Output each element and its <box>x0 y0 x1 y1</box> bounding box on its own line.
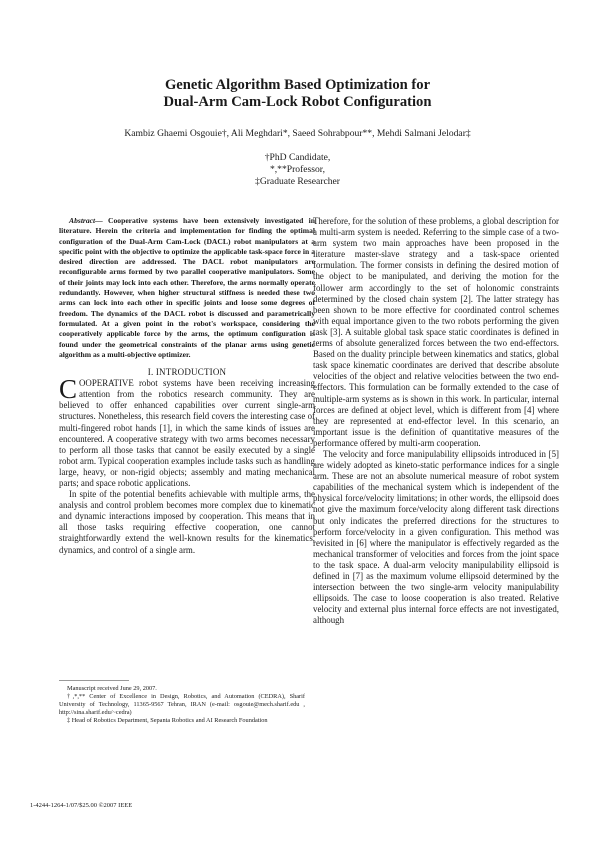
right-paragraph-2: The velocity and force manipulability ellipsoids introduced in [5] are widely adopted as kineto-static performance indices for a single arm. These are not an absolute numerical measure of robot system capabilities of the mechanical system which is independent of the physical force/velocity limitations; in other words, the ellipsoid does not give the maximum force/velocity along different task directions but only indicates the preferred directions for the structures to perform force/velocity in a given configuration. This method was revisited in [6] where the manipulator is effectively regarded as the mechanical transformer of velocities and forces from the joint space to the task space. A dual-arm velocity manipulability ellipsoid is defined in [7] as the maximum volume ellipsoid determined by the intersection between the two single-arm velocity manipulability ellipsoids. The case to loose cooperation is also treated. Relative velocity and external plus internal force effects are not investigated, although <box>313 448 559 626</box>
intro-paragraph-2: In spite of the potential benefits achievable with multiple arms, the analysis and control problem becomes more complex due to kinematic and dynamic interactions imposed by cooperation. This means that in all those tasks requiring effective cooperation, one cannot straightforwardly extend the well-known results for the kinematics, dynamics, and control of a single arm. <box>59 489 315 555</box>
title-line-2: Dual-Arm Cam-Lock Robot Configuration <box>163 94 432 110</box>
copyright-notice: 1-4244-1264-1/07/$25.00 ©2007 IEEE <box>30 802 133 809</box>
abstract-lead: Abstract— <box>69 216 103 225</box>
right-paragraph-1: Therefore, for the solution of these problems, a global description for a multi-arm system is needed. Referring to the simple case of a two-arm system two main approaches have been proposed in the literature master-slave strategy and a task-space oriented formulation. The former consists in defining the desired motion of the object to be manipulated, and deriving the motion for the follower arm accordingly to the set of holonomic constraints determined by the closed chain system [2]. The latter strategy has been shown to be more effective for coordinated control schemes with equal importance given to the two robots performing the given task [3]. A suitable global task space static coordinates is defined in terms of absolute generalized forces between the two end-effectors. Based on the duality principle between kinematics and statics, global task space kinematic coordinates are derived that describe absolute velocities of the object and relative velocities between the two end-effectors. This formulation can be formally extended to the case of multiple-arm systems as is shown in this work. In particular, internal forces are defined at object level, which is different from [4] where they are represented at end-effector level. In this scenario, an important issue is the definition of quantitative measures of the performance offered by multi-arm cooperation. <box>313 216 559 448</box>
footnote: †,*,** Center of Excellence in Design, Robotics, and Automation (CEDRA), Sharif University of Technology, 11365-9567 Tehran, IRAN (e-mail: osgouie@mech.sharif.edu , http://sina.sharif.edu/~cedra) <box>59 693 305 717</box>
footnote-divider <box>59 680 129 681</box>
section-heading-introduction: I. INTRODUCTION <box>147 367 227 378</box>
right-column <box>313 216 559 626</box>
author-roles <box>40 152 555 188</box>
abstract <box>59 216 315 360</box>
footnotes <box>59 685 305 725</box>
footnote: ‡ Head of Robotics Department, Sepanta Robotics and AI Research Foundation <box>67 717 268 725</box>
role-line: *,**Professor, <box>269 164 326 175</box>
left-column <box>59 216 315 556</box>
intro-paragraph-1 <box>59 374 315 489</box>
drop-cap: C <box>59 374 78 405</box>
title-line-1: Genetic Algorithm Based Optimization for <box>164 77 431 93</box>
paper-title <box>40 77 555 111</box>
role-line: ‡Graduate Researcher <box>255 176 340 187</box>
abstract-body: Cooperative systems have been extensively investigated in literature. Herein the criteria and implementation for finding the optimal configuration of the Dual-Arm Cam-Lock (DACL) robot manipulators at a specific point with the objective to optimize the applicable task-space force in a desired direction are addressed. The DACL robot manipulators are reconfigurable arms formed by two parallel cooperative manipulators. Some of their joints may lock into each other. Therefore, the arms normally operate redundantly. However, when higher structural stiffness is needed these two arms can lock into each other in specific joints and loose some degrees of freedom. The dynamics of the DACL robot is discussed and parametrically formulated. At a given point in the robot's workspace, considering the cooperatively applicable force by the arms, the optimum configuration is found under the geometrical constraints of the planar arms using genetic algorithm as a multi-objective optimizer. <box>59 216 315 359</box>
intro-paragraph-1-text: OOPERATIVE robot systems have been receiving increasing attention from the robotics research community. They are believed to offer enhanced capabilities over current single-arm structures. Nonetheless, this research field covers the interesting case of multi-fingered robot hands [1], in which the same kinds of issues are encountered. A cooperative strategy with two arms becomes necessary to perform all those tasks that cannot be easily executed by a single robot arm. Typical cooperation examples include tasks such as handling large, heavy, or non-rigid objects; assembly and mating mechanical parts; and space robotic applications. <box>59 378 315 488</box>
author-list: Kambiz Ghaemi Osgouie†, Ali Meghdari*, Saeed Sohrabpour**, Mehdi Salmani Jelodar‡ <box>124 128 471 139</box>
footnote: Manuscript received June 29, 2007. <box>67 685 157 692</box>
role-line: †PhD Candidate, <box>264 152 331 163</box>
